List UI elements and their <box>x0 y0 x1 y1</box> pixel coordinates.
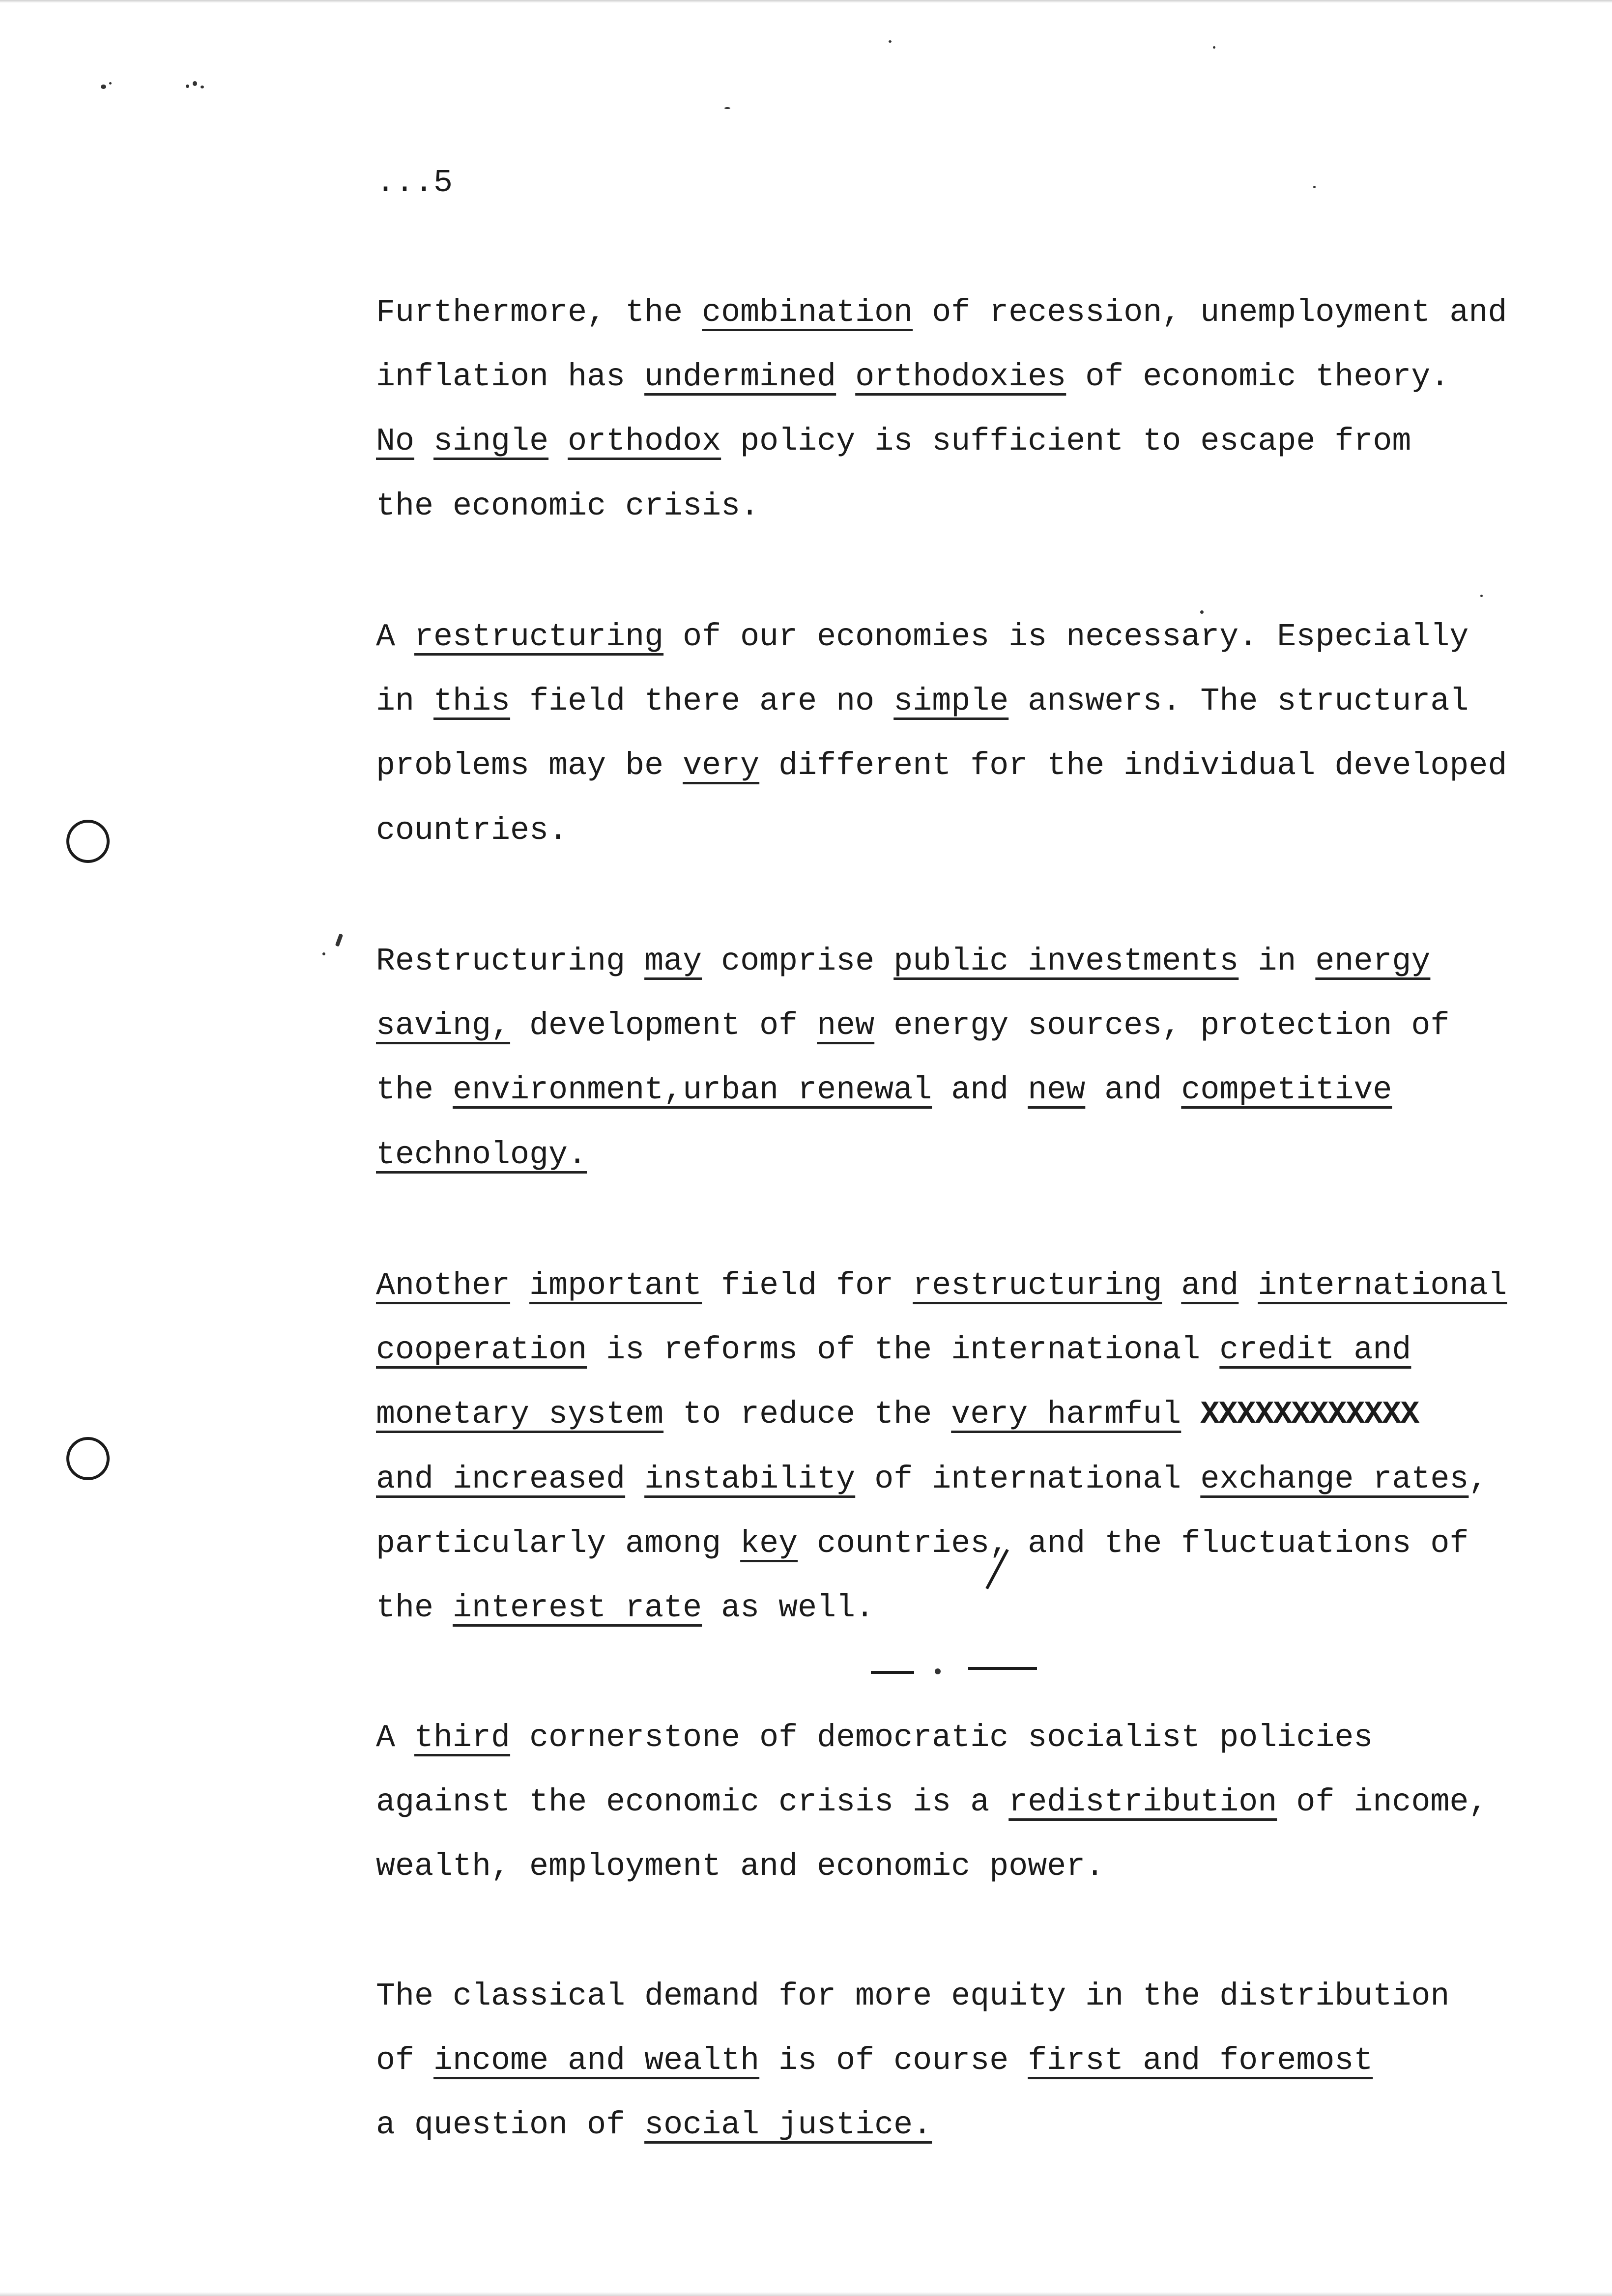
underlined-text: credit and <box>1219 1332 1411 1368</box>
text-segment: particularly among <box>376 1525 741 1562</box>
ink-speck <box>1200 610 1204 614</box>
underlined-text: public investments <box>893 943 1239 979</box>
underlined-text: restructuring <box>913 1267 1162 1304</box>
underlined-text: No <box>376 423 415 459</box>
text-segment: inflation has <box>376 359 645 395</box>
text-segment: countries, and the fluctuations of <box>798 1525 1469 1562</box>
underlined-text: technology. <box>376 1137 587 1173</box>
page-number: ...5 <box>376 165 453 201</box>
text-segment: field there are no <box>510 683 894 719</box>
text-segment: Restructuring <box>376 943 645 979</box>
text-segment: development of <box>510 1007 817 1044</box>
text-segment: in <box>376 683 434 719</box>
ink-speck <box>109 82 112 85</box>
text-line <box>376 1588 874 1628</box>
ink-speck <box>889 40 892 43</box>
text-segment: wealth, employment and economic power. <box>376 1848 1105 1885</box>
page-top-edge <box>0 0 1612 3</box>
text-segment <box>1181 1396 1200 1433</box>
text-segment: comprise <box>702 943 894 979</box>
underlined-text: single <box>433 423 549 459</box>
ink-speck <box>335 933 343 947</box>
underlined-text: international <box>1258 1267 1507 1304</box>
text-segment: The classical demand for more equity in the distribution <box>376 1978 1450 2014</box>
underlined-text: cooperation <box>376 1332 587 1368</box>
text-segment: and <box>932 1072 1028 1108</box>
text-segment: A <box>376 619 415 655</box>
text-segment <box>836 359 855 395</box>
struck-out-text: XXXXXXXXXXXX <box>1200 1396 1419 1433</box>
text-segment: as well. <box>702 1590 875 1626</box>
text-segment <box>510 1267 529 1304</box>
text-segment: in <box>1238 943 1316 979</box>
text-segment: of <box>376 2042 434 2079</box>
underlined-text: social justice. <box>644 2107 932 2143</box>
underlined-text: orthodox <box>568 423 721 459</box>
ink-speck <box>201 86 204 88</box>
text-segment: of economic theory. <box>1066 359 1450 395</box>
text-segment: policy is sufficient to escape from <box>721 423 1411 459</box>
text-segment <box>625 1461 644 1497</box>
text-segment: against the economic crisis is a <box>376 1784 1009 1820</box>
text-segment: to reduce the <box>663 1396 951 1433</box>
text-line <box>376 942 1430 981</box>
handwritten-separator-dot <box>935 1668 941 1674</box>
ink-speck <box>1480 595 1483 597</box>
underlined-text: competitive <box>1181 1072 1392 1108</box>
handwritten-separator-right <box>968 1667 1037 1670</box>
text-line <box>376 2105 932 2145</box>
text-segment <box>1238 1267 1258 1304</box>
ink-speck <box>186 85 189 88</box>
text-line <box>376 357 1449 397</box>
underlined-text: redistribution <box>1008 1784 1277 1820</box>
text-segment: of our economies is necessary. Especially <box>663 619 1469 655</box>
underlined-text: orthodoxies <box>855 359 1066 395</box>
text-line <box>376 2041 1373 2080</box>
text-segment: and <box>1085 1072 1181 1108</box>
text-segment: energy sources, protection of <box>874 1007 1450 1044</box>
underlined-text: interest rate <box>453 1590 702 1626</box>
text-segment <box>414 423 433 459</box>
text-segment: cornerstone of democratic socialist policies <box>510 1720 1373 1756</box>
ink-speck <box>1313 186 1316 188</box>
punch-hole-lower <box>66 1437 110 1480</box>
underlined-text: this <box>433 683 511 719</box>
text-segment: Furthermore, the <box>376 294 702 331</box>
text-segment <box>548 423 568 459</box>
text-segment: of recession, unemployment and <box>913 294 1507 331</box>
text-segment: different for the individual developed <box>759 747 1507 784</box>
text-segment: answers. The structural <box>1008 683 1469 719</box>
text-line <box>376 1330 1411 1370</box>
text-line <box>376 1460 1488 1499</box>
text-line <box>376 617 1468 657</box>
text-line <box>376 1135 587 1175</box>
underlined-text: new <box>817 1007 875 1044</box>
underlined-text: instability <box>644 1461 856 1497</box>
underlined-text: key <box>740 1525 798 1562</box>
text-line <box>376 1006 1449 1045</box>
ink-speck <box>101 85 106 89</box>
ink-speck <box>193 81 197 86</box>
text-line <box>376 1266 1507 1305</box>
text-segment: countries. <box>376 812 568 849</box>
underlined-text: energy <box>1315 943 1431 979</box>
underlined-text: undermined <box>644 359 836 395</box>
text-line <box>376 1977 1449 2016</box>
text-line <box>376 1524 1468 1563</box>
text-line <box>376 487 759 526</box>
underlined-text: and <box>1181 1267 1239 1304</box>
text-line <box>376 293 1507 332</box>
underlined-text: very <box>683 747 760 784</box>
underlined-text: monetary system <box>376 1396 664 1433</box>
text-line <box>376 422 1411 461</box>
ink-speck <box>322 952 325 955</box>
text-line <box>376 1782 1488 1822</box>
ink-speck <box>1213 46 1215 49</box>
text-line <box>376 1718 1373 1757</box>
text-segment: problems may be <box>376 747 683 784</box>
underlined-text: important <box>529 1267 702 1304</box>
underlined-text: environment,urban renewal <box>453 1072 932 1108</box>
text-segment: of income, <box>1277 1784 1488 1820</box>
text-segment: is of course <box>759 2042 1028 2079</box>
underlined-text: very harmful <box>951 1396 1181 1433</box>
text-line <box>376 1070 1392 1110</box>
underlined-text: restructuring <box>414 619 664 655</box>
text-segment: of international <box>855 1461 1201 1497</box>
underlined-text: income and wealth <box>433 2042 760 2079</box>
ink-speck <box>724 107 730 109</box>
text-line <box>376 1395 1418 1434</box>
text-segment <box>1162 1267 1181 1304</box>
text-line <box>376 746 1507 785</box>
underlined-text: third <box>414 1720 511 1756</box>
underlined-text: first and foremost <box>1028 2042 1373 2079</box>
underlined-text: may <box>644 943 702 979</box>
underlined-text: Another <box>376 1267 511 1304</box>
underlined-text: exchange rates <box>1200 1461 1469 1497</box>
text-line <box>376 682 1468 721</box>
underlined-text: simple <box>893 683 1009 719</box>
punch-hole-upper <box>66 820 110 863</box>
underlined-text: new <box>1028 1072 1086 1108</box>
text-segment: field for <box>702 1267 913 1304</box>
text-segment: the <box>376 1072 453 1108</box>
text-segment: is reforms of the international <box>587 1332 1220 1368</box>
text-segment: a question of <box>376 2107 645 2143</box>
text-segment: A <box>376 1720 415 1756</box>
underlined-text: and increased <box>376 1461 626 1497</box>
text-line <box>376 1847 1104 1886</box>
text-segment: the <box>376 1590 453 1626</box>
page-bottom-edge <box>0 2292 1612 2296</box>
text-segment: the economic crisis. <box>376 488 760 524</box>
underlined-text: saving, <box>376 1007 511 1044</box>
text-line <box>376 811 568 850</box>
handwritten-separator-left <box>871 1671 914 1674</box>
text-segment: , <box>1468 1461 1488 1497</box>
underlined-text: combination <box>702 294 913 331</box>
